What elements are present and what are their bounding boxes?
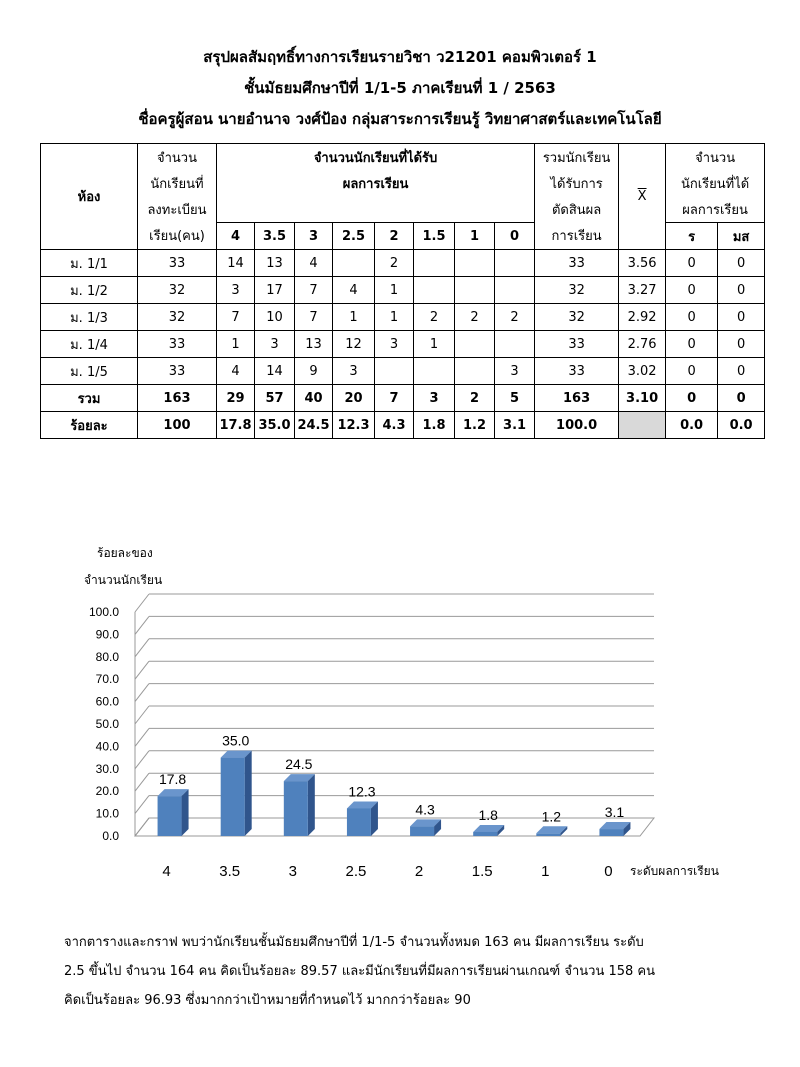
cell-grade: 40 — [295, 385, 333, 412]
summary-paragraph — [64, 928, 754, 1015]
x-tick-label: 0 — [604, 863, 613, 880]
cell-grade: 2 — [455, 304, 495, 331]
cell-room: รวม — [41, 385, 138, 412]
data-label: 17.8 — [158, 771, 187, 788]
grade-header: 3 — [295, 223, 333, 250]
percent-row — [41, 412, 765, 439]
bar-side — [182, 789, 189, 836]
y-tick-label: 30.0 — [95, 761, 119, 776]
cell-grade: 13 — [255, 250, 295, 277]
chart-floor — [135, 818, 654, 836]
cell-grade — [333, 250, 375, 277]
header-special-title: จำนวน — [666, 144, 765, 171]
bar-side — [245, 751, 252, 836]
data-label: 24.5 — [285, 756, 313, 773]
header-r: ร — [666, 223, 718, 250]
bar — [347, 808, 371, 836]
table-row — [41, 358, 765, 385]
header-total: รวมนักเรียน — [535, 144, 619, 171]
y-tick-label: 10.0 — [95, 806, 119, 821]
cell-grade: 7 — [295, 277, 333, 304]
grade-percentage-chart — [60, 540, 740, 880]
cell-grade: 7 — [217, 304, 255, 331]
cell-r: 0 — [666, 304, 718, 331]
cell-grade — [455, 277, 495, 304]
cell-grade: 3 — [217, 277, 255, 304]
summary-line: 2.5 ขึ้นไป จำนวน 164 คน คิดเป็นร้อยละ 89.57 และมีนักเรียนที่มีผลการเรียนผ่านเกณฑ์ จำนวน 158 คน — [64, 964, 655, 979]
grade-header: 1.5 — [414, 223, 455, 250]
x-tick-label: 2 — [414, 863, 424, 880]
cell-grade: 13 — [295, 331, 333, 358]
cell-grade: 3 — [414, 385, 455, 412]
cell-room: ม. 1/3 — [41, 304, 138, 331]
cell-grade: 29 — [217, 385, 255, 412]
cell-grade: 5 — [495, 385, 535, 412]
x-tick-label: 4 — [162, 863, 171, 880]
y-tick-label: 20.0 — [95, 784, 119, 799]
cell-grade: 12.3 — [333, 412, 375, 439]
report-teacher: ชื่อครูผู้สอน นายอำนาจ วงศ์ป้อง กลุ่มสาระการเรียนรู้ วิทยาศาสตร์และเทคโนโลยี — [138, 110, 662, 128]
cell-grade — [375, 358, 414, 385]
grid-depth-line — [135, 639, 149, 657]
cell-mean: 3.02 — [619, 358, 666, 385]
cell-mean: 2.76 — [619, 331, 666, 358]
cell-grade — [495, 250, 535, 277]
data-label: 1.2 — [541, 808, 562, 825]
grade-header: 3.5 — [255, 223, 295, 250]
cell-ms: 0.0 — [718, 412, 765, 439]
grade-header: 2 — [375, 223, 414, 250]
grid-depth-line — [135, 706, 149, 724]
cell-grade: 1 — [414, 331, 455, 358]
cell-mean: 3.56 — [619, 250, 666, 277]
cell-grade: 4 — [333, 277, 375, 304]
cell-grade: 3 — [495, 358, 535, 385]
grade-header: 1 — [455, 223, 495, 250]
cell-ms: 0 — [718, 304, 765, 331]
cell-room: ม. 1/5 — [41, 358, 138, 385]
data-label: 3.1 — [604, 804, 625, 821]
y-tick-label: 90.0 — [95, 627, 119, 642]
grade-header: 4 — [217, 223, 255, 250]
grid-depth-line — [135, 616, 149, 634]
data-label: 1.8 — [478, 806, 498, 823]
cell-room: ม. 1/1 — [41, 250, 138, 277]
bar — [410, 826, 434, 836]
cell-total: 32 — [535, 304, 619, 331]
cell-grade — [495, 331, 535, 358]
y-tick-label: 80.0 — [95, 649, 119, 664]
cell-room: ม. 1/4 — [41, 331, 138, 358]
cell-grade: 2 — [375, 250, 414, 277]
grid-depth-line — [135, 661, 149, 679]
cell-grade: 4 — [295, 250, 333, 277]
cell-grade: 24.5 — [295, 412, 333, 439]
data-label: 12.3 — [348, 783, 376, 800]
cell-enrolled: 33 — [138, 331, 217, 358]
data-label: 4.3 — [415, 801, 435, 818]
cell-mean: 3.10 — [619, 385, 666, 412]
cell-grade: 1.8 — [414, 412, 455, 439]
cell-grade: 7 — [375, 385, 414, 412]
cell-grade: 20 — [333, 385, 375, 412]
cell-grade — [455, 250, 495, 277]
bar — [158, 796, 182, 836]
cell-r: 0 — [666, 331, 718, 358]
y-tick-label: 40.0 — [95, 739, 119, 754]
cell-grade: 1 — [375, 304, 414, 331]
cell-grade: 3 — [255, 331, 295, 358]
cell-total: 33 — [535, 331, 619, 358]
header-room: ห้อง — [41, 144, 138, 250]
summary-line: คิดเป็นร้อยละ 96.93 ซึ่งมากกว่าเป้าหมายที่กำหนดไว้ มากกว่าร้อยละ 90 — [64, 993, 471, 1008]
x-axis-label: ระดับผลการเรียน — [630, 864, 719, 878]
cell-r: 0 — [666, 250, 718, 277]
cell-grade: 35.0 — [255, 412, 295, 439]
x-tick-label: 1.5 — [471, 863, 493, 880]
grid-depth-line — [135, 594, 149, 612]
y-tick-label: 0.0 — [102, 829, 119, 843]
cell-r: 0 — [666, 277, 718, 304]
cell-grade: 2 — [414, 304, 455, 331]
header-enrolled: จำนวน — [138, 144, 217, 171]
data-label: 35.0 — [222, 732, 250, 749]
cell-ms: 0 — [718, 250, 765, 277]
cell-grade: 1.2 — [455, 412, 495, 439]
cell-enrolled: 32 — [138, 277, 217, 304]
cell-ms: 0 — [718, 385, 765, 412]
bar-side — [308, 774, 315, 836]
cell-total: 100.0 — [535, 412, 619, 439]
report-subtitle: ชั้นมัธยมศึกษาปีที่ 1/1-5 ภาคเรียนที่ 1 / 2563 — [244, 79, 556, 97]
cell-r: 0.0 — [666, 412, 718, 439]
cell-ms: 0 — [718, 277, 765, 304]
results-table: ห้อง จำนวน จำนวนนักเรียนที่ได้รับ รวมนักเรียน $\overline{X}$ จำนวน นักเรียนที่ ผลการเรียน ได้รับการ นักเรียนที่ได้ ลงทะเบียน ตัดสินผล ผลการเรียน เรียน(คน) 4 3.5 3 2.5 2 1.5 1 0 การเรียน ร มส ม. 1/1 33 14 13 4 2 33 3.56 0 0 ม. 1/2 32 3 17 7 4 1 32 3.27 0 0 ม. 1/3 32 7 10 7 1 1 2 2 2 32 2.92 0 0 ม. 1/4 33 1 3 13 12 3 1 33 2.76 0 0 ม. 1/5 33 4 14 9 3 3 33 3.02 0 0 รวม 163 29 57 40 20 7 3 2 5 163 3.10 0 0 ร้อยละ 100 17.8 35.0 24.5 12.3 4.3 1.8 1.2 3.1 100.0 0.0 0.0 — [40, 143, 765, 439]
cell-grade: 10 — [255, 304, 295, 331]
table-row — [41, 304, 765, 331]
cell-grade: 14 — [255, 358, 295, 385]
table-row — [41, 250, 765, 277]
cell-enrolled: 33 — [138, 358, 217, 385]
cell-total: 163 — [535, 385, 619, 412]
grid-depth-line — [135, 728, 149, 746]
cell-enrolled: 100 — [138, 412, 217, 439]
cell-grade — [414, 358, 455, 385]
cell-total: 33 — [535, 358, 619, 385]
grade-header: 2.5 — [333, 223, 375, 250]
y-tick-label: 70.0 — [95, 672, 119, 687]
grid-depth-line — [135, 796, 149, 814]
x-tick-label: 3 — [288, 863, 297, 880]
cell-mean: 3.27 — [619, 277, 666, 304]
cell-mean: 2.92 — [619, 304, 666, 331]
summary-line: จากตารางและกราฟ พบว่านักเรียนชั้นมัธยมศึกษาปีที่ 1/1-5 จำนวนทั้งหมด 163 คน มีผลการเรียน ระดับ — [64, 935, 644, 950]
cell-grade: 1 — [375, 277, 414, 304]
cell-enrolled: 163 — [138, 385, 217, 412]
y-tick-label: 100.0 — [88, 605, 119, 619]
cell-total: 32 — [535, 277, 619, 304]
cell-r: 0 — [666, 385, 718, 412]
cell-grade — [414, 277, 455, 304]
bar — [221, 758, 245, 836]
cell-grade — [455, 358, 495, 385]
grid-depth-line — [135, 818, 149, 836]
cell-total: 33 — [535, 250, 619, 277]
cell-enrolled: 33 — [138, 250, 217, 277]
cell-grade: 1 — [333, 304, 375, 331]
cell-grade: 12 — [333, 331, 375, 358]
cell-room: ม. 1/2 — [41, 277, 138, 304]
cell-room: ร้อยละ — [41, 412, 138, 439]
table-row — [41, 277, 765, 304]
cell-grade: 3 — [333, 358, 375, 385]
grid-depth-line — [135, 684, 149, 702]
cell-grade: 57 — [255, 385, 295, 412]
cell-grade: 3 — [375, 331, 414, 358]
cell-grade: 2 — [455, 385, 495, 412]
cell-ms: 0 — [718, 358, 765, 385]
x-tick-label: 3.5 — [219, 863, 241, 880]
cell-grade: 4.3 — [375, 412, 414, 439]
header-ms: มส — [718, 223, 765, 250]
cell-grade: 7 — [295, 304, 333, 331]
cell-grade: 9 — [295, 358, 333, 385]
grid-depth-line — [135, 751, 149, 769]
cell-mean — [619, 412, 666, 439]
table-row — [41, 331, 765, 358]
grid-depth-line — [135, 773, 149, 791]
header-mean: $\overline{X}$ — [619, 144, 666, 250]
x-tick-label: 1 — [541, 863, 550, 880]
cell-grade — [414, 250, 455, 277]
report-title: สรุปผลสัมฤทธิ์ทางการเรียนรายวิชา ว21201 คอมพิวเตอร์ 1 — [203, 48, 597, 66]
cell-grade — [455, 331, 495, 358]
y-tick-label: 60.0 — [95, 694, 119, 709]
cell-grade: 3.1 — [495, 412, 535, 439]
cell-enrolled: 32 — [138, 304, 217, 331]
bar — [284, 781, 308, 836]
y-axis-label: จำนวนนักเรียน — [84, 573, 163, 587]
cell-r: 0 — [666, 358, 718, 385]
cell-grade — [495, 277, 535, 304]
cell-ms: 0 — [718, 331, 765, 358]
bar — [473, 832, 497, 836]
sum-row — [41, 385, 765, 412]
cell-grade: 4 — [217, 358, 255, 385]
bar — [599, 829, 623, 836]
grade-header: 0 — [495, 223, 535, 250]
cell-grade: 17.8 — [217, 412, 255, 439]
y-tick-label: 50.0 — [95, 717, 119, 731]
cell-grade: 14 — [217, 250, 255, 277]
y-axis-label: ร้อยละของ — [97, 546, 153, 560]
x-tick-label: 2.5 — [345, 863, 367, 880]
cell-grade: 2 — [495, 304, 535, 331]
header-grades-title: จำนวนนักเรียนที่ได้รับ — [217, 144, 535, 171]
cell-grade: 17 — [255, 277, 295, 304]
cell-grade: 1 — [217, 331, 255, 358]
bar — [536, 833, 560, 836]
report-title-block — [0, 42, 800, 135]
